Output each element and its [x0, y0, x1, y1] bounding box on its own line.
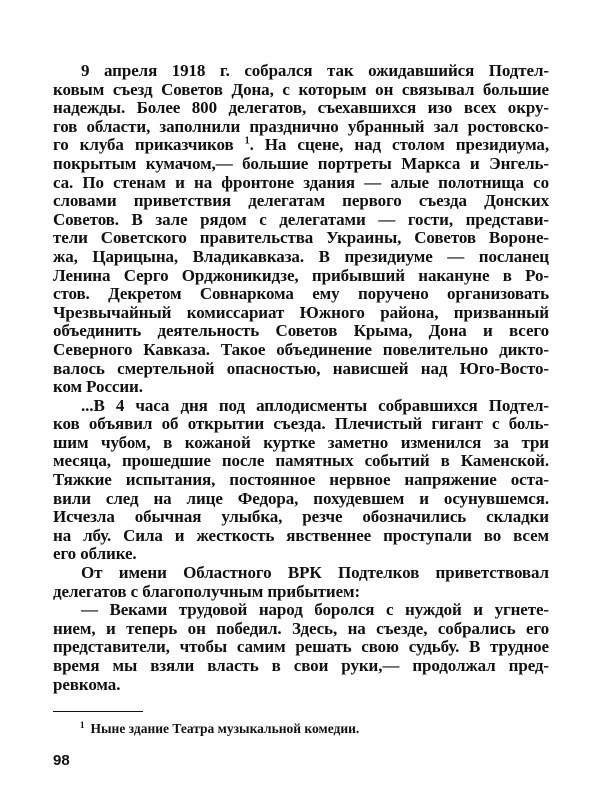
text-line: делегатов с благополучным прибытием: — [53, 581, 361, 601]
text-line: ком России. — [53, 377, 143, 397]
text-line: жа, Царицына, Владикавказа. В президиуме — посланец — [53, 246, 549, 266]
text-line: Чрезвычайный комиссариат Южного района, призванный — [53, 302, 549, 322]
text-line: месяца, прошедшие после памятных событий в Каменской. — [53, 451, 549, 471]
text-line: Исчезла обычная улыбка, резче обозначились складки — [53, 507, 549, 527]
text-segment: . На сцене, над столом президиума, — [249, 135, 549, 155]
text-line: — Веками трудовой народ боролся с нуждой и угнете- — [81, 600, 549, 620]
footnote-divider — [53, 711, 143, 712]
paragraph — [53, 62, 549, 397]
body-text — [53, 62, 549, 694]
paragraph — [53, 397, 549, 564]
text-line: время мы взяли власть в свои руки,— продолжал пред- — [53, 656, 549, 675]
text-segment: го клуба приказчиков — [53, 135, 234, 155]
text-line: валось смертельной опасностью, нависшей над Юго-Восто- — [53, 358, 549, 378]
text-line: гов области, заполнили празднично убранный зал ростовско- — [53, 116, 549, 136]
page-number: 98 — [53, 752, 70, 769]
footnote-marker: 1 — [80, 719, 85, 730]
text-line: ...В 4 часа дня под аплодисменты собравшихся Подтел- — [81, 395, 549, 415]
text-line: на лбу. Сила и жесткость явственнее проступали во всем — [53, 525, 549, 545]
text-line: покрытым кумачом,— большие портреты Маркса и Энгель- — [53, 153, 549, 173]
text-line: представители, чтобы самим решать свою судьбу. В трудное — [53, 637, 549, 657]
text-line: ковым съезд Советов Дона, с которым он связывал большие — [53, 79, 549, 99]
text-line: 9 апреля 1918 г. собрался так ожидавшийся Подтел- — [81, 61, 549, 80]
paragraph — [53, 601, 549, 694]
text-line: Тяжкие испытания, постоянное нервное напряжение оста- — [53, 470, 549, 490]
text-line: ревкома. — [53, 674, 121, 694]
text-line: нием, и теперь он победил. Здесь, на съезде, собрались его — [53, 618, 549, 638]
text-line: Советов. В зале рядом с делегатами — гости, представи- — [53, 209, 549, 229]
text-line: са. По стенам и на фронтоне здания — алые полотнища со — [53, 172, 549, 192]
text-line: вили след на лице Федора, похудевшем и осунувшемся. — [53, 488, 549, 508]
text-line: От имени Областного ВРК Подтелков приветствовал — [81, 563, 549, 583]
footnote — [80, 721, 359, 737]
text-line: надежды. Более 800 делегатов, съехавшихся изо всех окру- — [53, 98, 549, 118]
text-line: стов. Декретом Совнаркома ему поручено организовать — [53, 284, 549, 304]
text-line: его облике. — [53, 544, 137, 564]
text-line: Северного Кавказа. Такое объединение повелительно дикто- — [53, 339, 549, 359]
text-line: словами приветствия делегатам первого съезда Донских — [53, 191, 549, 211]
text-line: объединить деятельность Советов Крыма, Дона и всего — [53, 321, 549, 341]
footnote-text: Ныне здание Театра музыкальной комедии. — [90, 721, 360, 736]
footnote-reference: 1 — [244, 135, 250, 147]
text-line: шим чубом, в кожаной куртке заметно изменился за три — [53, 432, 549, 452]
text-line: Ленина Серго Орджоникидзе, прибывший накануне в Ро- — [53, 265, 549, 285]
text-line: ков объявил об открытии съезда. Плечистый гигант с боль- — [53, 414, 549, 434]
paragraph — [53, 564, 549, 601]
text-line — [53, 136, 549, 155]
text-line: тели Советского правительства Украины, Советов Вороне- — [53, 228, 549, 248]
